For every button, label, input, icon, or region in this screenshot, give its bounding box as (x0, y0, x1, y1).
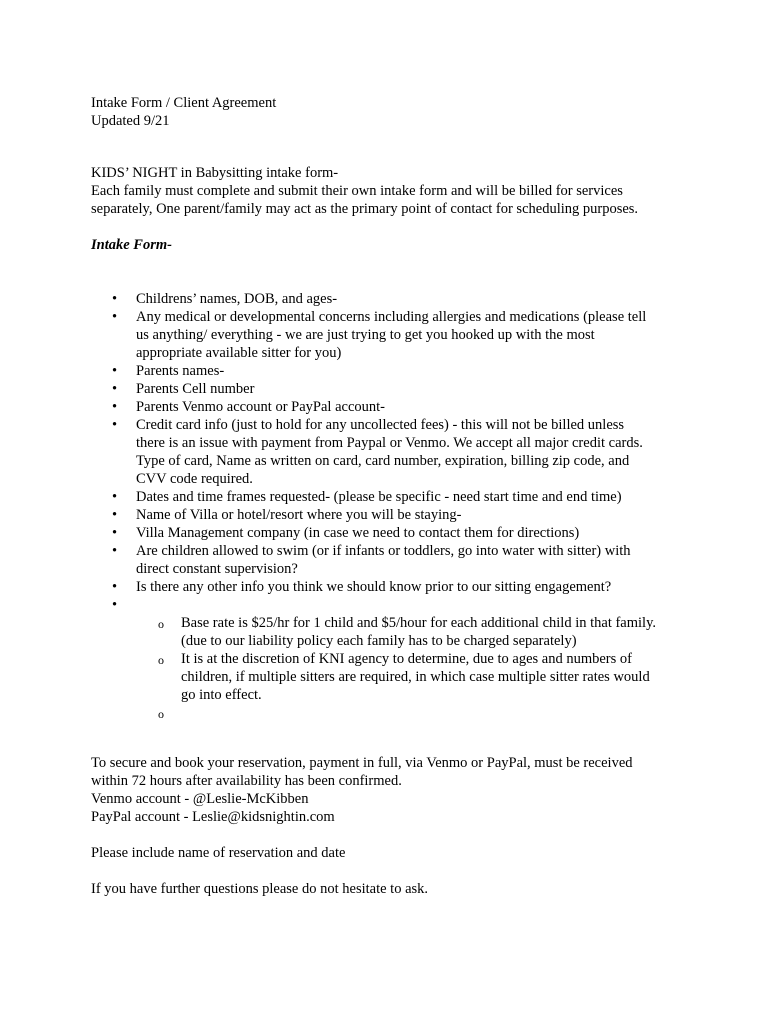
closing-paragraph (91, 880, 691, 898)
bullet-icon: • (112, 417, 118, 433)
rates-sub-list-tail (91, 704, 711, 722)
sub-list-item-text-line: go into effect. (181, 687, 262, 703)
list-item (91, 398, 711, 416)
sub-list-item-empty (91, 704, 711, 722)
sub-bullet-icon: o (158, 707, 164, 721)
list-item-text-line: Are children allowed to swim (or if infants or toddlers, go into water with sitter) with (136, 543, 631, 559)
list-item (91, 488, 711, 506)
bullet-icon: • (112, 489, 118, 505)
list-item (91, 362, 711, 380)
bullet-icon: • (112, 597, 118, 613)
list-item-text-line: Villa Management company (in case we need to contact them for directions) (136, 525, 580, 541)
list-item (91, 506, 711, 524)
bullet-icon: • (112, 525, 118, 541)
bullet-icon: • (112, 309, 118, 325)
list-item-empty (91, 596, 711, 614)
list-item-text-line: there is an issue with payment from Paypal or Venmo. We accept all major credit cards. (136, 435, 643, 451)
reservation-note: Please include name of reservation and date (91, 845, 346, 861)
list-item (91, 578, 711, 596)
list-item (91, 308, 711, 362)
sub-bullet-icon: o (158, 653, 164, 667)
list-item-text-line: Credit card info (just to hold for any uncollected fees) - this will not be billed unless (136, 417, 625, 433)
intake-form-heading: Intake Form- (91, 237, 172, 253)
list-item-text-line: us anything/ everything - we are just trying to get you hooked up with the most (136, 327, 595, 343)
note-paragraph (91, 844, 691, 862)
bullet-icon: • (112, 381, 118, 397)
venmo-account: Venmo account - @Leslie-McKibben (91, 791, 309, 807)
intro-text-line: separately, One parent/family may act as the primary point of contact for scheduling purposes. (91, 201, 639, 217)
closing-text: If you have further questions please do not hesitate to ask. (91, 881, 429, 897)
list-item (91, 290, 711, 308)
sub-list-item-text-line: children, if multiple sitters are required, in which case multiple sitter rates would (181, 669, 650, 685)
document-title: Intake Form / Client Agreement (91, 95, 277, 111)
bullet-icon: • (112, 363, 118, 379)
bullet-icon: • (112, 543, 118, 559)
intro-text-line: Each family must complete and submit their own intake form and will be billed for services (91, 183, 623, 199)
payment-paragraph (91, 754, 691, 826)
list-item-text-line: Parents names- (136, 363, 225, 379)
section-heading (91, 236, 691, 254)
list-item-text-line: Name of Villa or hotel/resort where you will be staying- (136, 507, 462, 523)
sub-list-item-text-line: It is at the discretion of KNI agency to determine, due to ages and numbers of (181, 651, 632, 667)
list-item-text-line: Is there any other info you think we should know prior to our sitting engagement? (136, 579, 612, 595)
list-item (91, 380, 711, 398)
list-item (91, 524, 711, 542)
intro-paragraph (91, 164, 691, 218)
bullet-icon: • (112, 507, 118, 523)
sub-bullet-icon: o (158, 617, 164, 631)
list-item (91, 542, 711, 578)
paypal-account: PayPal account - Leslie@kidsnightin.com (91, 809, 335, 825)
bullet-icon: • (112, 291, 118, 307)
sub-list-item-text-line: Base rate is $25/hr for 1 child and $5/hour for each additional child in that family. (181, 615, 657, 631)
list-item-text-line: CVV code required. (136, 471, 253, 487)
list-item-text-line: Childrens’ names, DOB, and ages- (136, 291, 338, 307)
intake-list (91, 290, 711, 722)
list-item-text-line: Parents Cell number (136, 381, 255, 397)
list-item-text-line: direct constant supervision? (136, 561, 298, 577)
payment-text-line: To secure and book your reservation, payment in full, via Venmo or PayPal, must be received (91, 755, 633, 771)
list-item-text-line: Any medical or developmental concerns including allergies and medications (please tell (136, 309, 647, 325)
sub-list-item (91, 614, 711, 650)
list-item-text-line: Parents Venmo account or PayPal account- (136, 399, 385, 415)
bullet-icon: • (112, 579, 118, 595)
list-item-text-line: appropriate available sitter for you) (136, 345, 342, 361)
bullet-icon: • (112, 399, 118, 415)
sub-list-item (91, 650, 711, 704)
intake-bullet-list (91, 290, 711, 596)
list-item-text-line: Type of card, Name as written on card, card number, expiration, billing zip code, and (136, 453, 630, 469)
payment-text-line: within 72 hours after availability has been confirmed. (91, 773, 402, 789)
updated-date: Updated 9/21 (91, 113, 170, 129)
intro-heading: KIDS’ NIGHT in Babysitting intake form- (91, 165, 339, 181)
rates-sub-list (91, 614, 711, 704)
list-item (91, 416, 711, 488)
intake-bullet-list-tail (91, 596, 711, 614)
sub-list-item-text-line: (due to our liability policy each family has to be charged separately) (181, 633, 577, 649)
list-item-text-line: Dates and time frames requested- (please be specific - need start time and end time) (136, 489, 622, 505)
document-header (91, 94, 691, 130)
